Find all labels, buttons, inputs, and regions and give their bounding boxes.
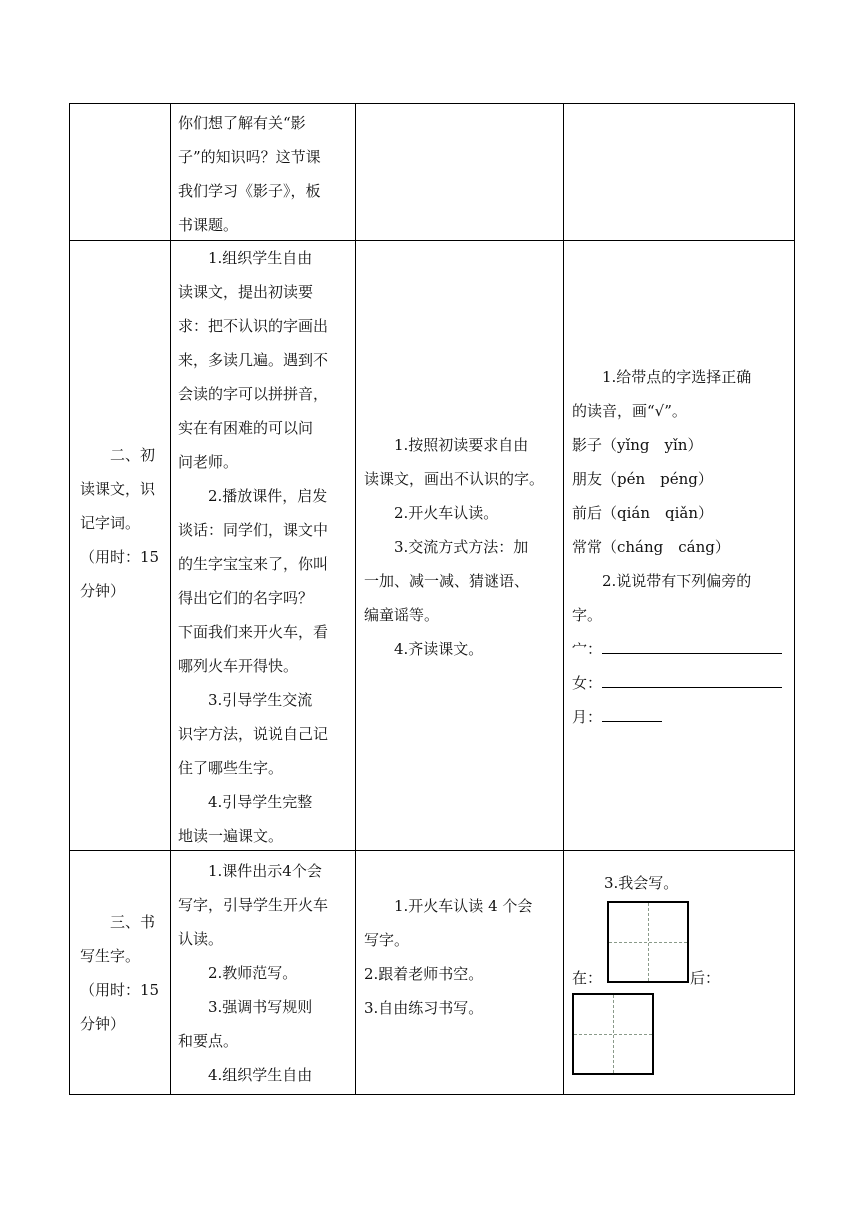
table-col-line-3: [563, 103, 564, 1095]
row3-teacher-cell: [178, 854, 352, 1092]
text-line: 求：把不认识的字画出: [178, 317, 329, 335]
text-line: 写字，引导学生开火车: [178, 896, 329, 914]
text-line: 4.齐读课文。: [394, 640, 484, 658]
text-line: 1.开火车认读 4 个会: [394, 897, 533, 915]
text-line: 2.开火车认读。: [394, 504, 499, 522]
stage-time: （用时：15: [80, 548, 160, 566]
text-line: 2.教师范写。: [208, 964, 298, 982]
writing-grid[interactable]: [572, 993, 654, 1075]
text-line: 4.引导学生完整: [208, 793, 313, 811]
text-line: 3.交流方式方法：加: [394, 538, 529, 556]
table-border-top: [69, 103, 795, 104]
pinyin-item: 朋友（pén péng）: [572, 470, 713, 488]
text-line: 1.组织学生自由: [208, 249, 313, 267]
text-line: 书课题。: [178, 216, 239, 234]
answer-blank[interactable]: [602, 686, 782, 688]
text-line: 3.自由练习书写。: [364, 999, 484, 1017]
stage-time: 分钟）: [80, 1015, 126, 1033]
pinyin-item: 常常（cháng cáng）: [572, 538, 730, 556]
radical-item: [572, 632, 792, 666]
stage-title: 写生字。: [80, 947, 141, 965]
stage-title: 读课文，识: [80, 480, 156, 498]
row2-teacher-cell: [178, 241, 352, 853]
text-line: 地读一遍课文。: [178, 827, 284, 845]
row3-stage-cell: [80, 905, 168, 1041]
text-line: 实在有困难的可以问: [178, 419, 314, 437]
grid-guide: [574, 1034, 652, 1035]
text-line: 来，多读几遍。遇到不: [178, 351, 329, 369]
text-line: 识字方法，说说自己记: [178, 725, 329, 743]
text-line: 和要点。: [178, 1032, 239, 1050]
table-col-line-1: [170, 103, 171, 1095]
char-label: 后：: [690, 969, 721, 987]
char-label: 在：: [572, 969, 603, 987]
text-line: 问老师。: [178, 453, 239, 471]
text-line: 1.按照初读要求自由: [394, 436, 529, 454]
radical-label: 月：: [572, 708, 603, 726]
question-1: 的读音，画“√”。: [572, 402, 687, 420]
stage-title: 二、初: [110, 446, 156, 464]
row2-student-cell: [364, 428, 562, 666]
stage-time: （用时：15: [80, 981, 160, 999]
text-line: 住了哪些生字。: [178, 759, 284, 777]
table-border-bottom: [69, 1094, 795, 1095]
radical-label: 宀：: [572, 640, 603, 658]
text-line: 的生字宝宝来了，你叫: [178, 555, 329, 573]
text-line: 3.引导学生交流: [208, 691, 313, 709]
stage-title: 记字词。: [80, 514, 141, 532]
text-line: 一加、减一减、猜谜语、: [364, 572, 530, 590]
text-line: 得出它们的名字吗？: [178, 589, 314, 607]
text-line: 认读。: [178, 930, 224, 948]
text-line: 4.组织学生自由: [208, 1066, 313, 1084]
table-border-right: [794, 103, 795, 1095]
text-line: 你们想了解有关“影: [178, 114, 306, 132]
text-line: 我们学习《影子》，板: [178, 182, 321, 200]
text-line: 谈话：同学们，课文中: [178, 521, 329, 539]
radical-label: 女：: [572, 674, 603, 692]
radical-item: [572, 666, 792, 700]
answer-blank[interactable]: [602, 720, 662, 722]
text-line: 会读的字可以拼拼音，: [178, 385, 329, 403]
text-line: 下面我们来开火车，看: [178, 623, 329, 641]
text-line: 读课文，画出不认识的字。: [364, 470, 545, 488]
stage-title: 三、书: [110, 913, 156, 931]
pinyin-item: 前后（qián qiǎn）: [572, 504, 714, 522]
grid-guide: [609, 942, 687, 943]
writing-grid[interactable]: [607, 901, 689, 983]
radical-item: [572, 700, 792, 734]
text-line: 3.强调书写规则: [208, 998, 313, 1016]
text-line: 读课文，提出初读要: [178, 283, 314, 301]
question-3: 3.我会写。: [604, 874, 679, 892]
row1-teacher-cell: [178, 106, 350, 242]
answer-blank[interactable]: [602, 652, 782, 654]
text-line: 哪列火车开得快。: [178, 657, 299, 675]
row2-stage-cell: [80, 438, 168, 608]
table-border-left: [69, 103, 70, 1095]
text-line: 1.课件出示4个会: [208, 862, 322, 880]
question-2: 字。: [572, 606, 603, 624]
stage-time: 分钟）: [80, 582, 126, 600]
text-line: 子”的知识吗？这节课: [178, 148, 321, 166]
question-2: 2.说说带有下列偏旁的: [602, 572, 752, 590]
table-col-line-2: [355, 103, 356, 1095]
text-line: 写字。: [364, 931, 410, 949]
pinyin-item: 影子（yǐng yǐn）: [572, 436, 703, 454]
row3-student-cell: [364, 889, 562, 1025]
text-line: 2.跟着老师书空。: [364, 965, 484, 983]
row2-practice-cell: [572, 360, 792, 734]
question-1: 1.给带点的字选择正确: [602, 368, 752, 386]
text-line: 编童谣等。: [364, 606, 440, 624]
text-line: 2.播放课件，启发: [208, 487, 328, 505]
